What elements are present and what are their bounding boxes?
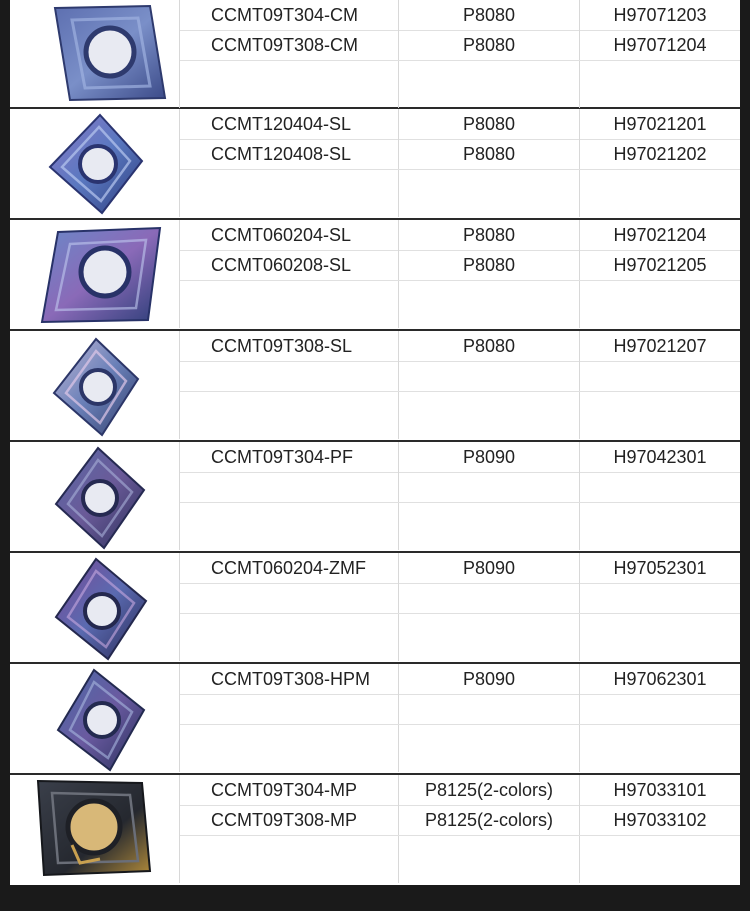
table-row: [180, 30, 740, 61]
product-group: [10, 331, 740, 442]
model-cell: [180, 694, 399, 724]
ccmt-insert-purple-icon: [10, 553, 180, 661]
model-cell: CCMT120408-SL: [180, 139, 399, 169]
code-cell: H97052301: [613, 558, 707, 578]
table-row: [180, 331, 740, 362]
ccmt-insert-silver-blue-icon: [10, 331, 180, 439]
table-row: [180, 170, 740, 217]
code-cell: H97021205: [613, 255, 707, 275]
ccmt-insert-purple-icon: [10, 664, 180, 772]
table-row: [180, 775, 740, 806]
product-group: [10, 0, 740, 109]
model-cell: [180, 583, 399, 613]
model-cell: [180, 361, 399, 391]
grade-cell: [399, 392, 580, 439]
code-cell: H97021204: [613, 225, 707, 245]
code-cell: H97033102: [613, 810, 707, 830]
model-cell: CCMT060208-SL: [180, 250, 399, 280]
ccmt-insert-purple-icon: [10, 442, 180, 550]
table-row: [180, 250, 740, 281]
product-image-cell: [10, 442, 180, 550]
grade-cell: P8080: [399, 30, 580, 60]
code-cell: H97033101: [613, 780, 707, 800]
model-cell: CCMT120404-SL: [180, 109, 399, 139]
grade-cell: [399, 361, 580, 391]
grade-cell: P8090: [399, 664, 580, 694]
model-cell: CCMT09T308-MP: [180, 805, 399, 835]
product-group: [10, 220, 740, 331]
grade-cell: [399, 583, 580, 613]
code-cell: [580, 281, 740, 328]
model-cell: [180, 725, 399, 772]
table-row: [180, 836, 740, 883]
product-group: [10, 109, 740, 220]
code-cell: [580, 503, 740, 550]
table-row: [180, 583, 740, 614]
code-cell: [580, 583, 740, 613]
table-row: [180, 664, 740, 695]
grade-cell: [399, 836, 580, 883]
model-cell: CCMT09T304-CM: [180, 0, 399, 30]
bottom-dark-band: [0, 885, 750, 911]
product-table: [10, 0, 740, 885]
grade-cell: [399, 170, 580, 217]
table-row: [180, 553, 740, 584]
grade-cell: [399, 281, 580, 328]
table-row: [180, 472, 740, 503]
table-row: [180, 361, 740, 392]
table-row: [180, 281, 740, 328]
product-group: [10, 553, 740, 664]
table-row: [180, 392, 740, 439]
model-cell: [180, 614, 399, 661]
code-cell: [580, 614, 740, 661]
ccmt-insert-gold-dark-icon: [10, 775, 180, 883]
grade-cell: [399, 472, 580, 502]
product-image-cell: [10, 553, 180, 661]
model-cell: CCMT09T304-MP: [180, 775, 399, 805]
product-image-cell: [10, 109, 180, 217]
code-cell: H97021207: [613, 336, 707, 356]
code-cell: [580, 61, 740, 108]
model-cell: [180, 170, 399, 217]
model-cell: [180, 281, 399, 328]
code-cell: H97042301: [613, 447, 707, 467]
grade-cell: [399, 503, 580, 550]
table-row: [180, 61, 740, 108]
code-cell: [580, 170, 740, 217]
grade-cell: P8090: [399, 442, 580, 472]
code-cell: [580, 361, 740, 391]
model-cell: CCMT09T304-PF: [180, 442, 399, 472]
grade-cell: P8080: [399, 139, 580, 169]
grade-cell: P8080: [399, 331, 580, 361]
grade-cell: [399, 61, 580, 108]
model-cell: CCMT09T308-CM: [180, 30, 399, 60]
product-image-cell: [10, 664, 180, 772]
model-cell: [180, 472, 399, 502]
grade-cell: P8080: [399, 0, 580, 30]
product-group: [10, 442, 740, 553]
table-row: [180, 805, 740, 836]
table-row: [180, 109, 740, 140]
model-cell: [180, 503, 399, 550]
model-cell: [180, 61, 399, 108]
product-image-cell: [10, 0, 180, 108]
ccmt-insert-blue-icon: [10, 0, 180, 108]
product-group: [10, 775, 740, 885]
grade-cell: [399, 694, 580, 724]
model-cell: [180, 836, 399, 883]
code-cell: [580, 392, 740, 439]
product-image-cell: [10, 775, 180, 883]
ccmt-insert-blue-icon: [10, 109, 180, 217]
table-row: [180, 442, 740, 473]
model-cell: CCMT060204-ZMF: [180, 553, 399, 583]
grade-cell: P8080: [399, 109, 580, 139]
table-row: [180, 503, 740, 550]
model-cell: CCMT060204-SL: [180, 220, 399, 250]
model-cell: [180, 392, 399, 439]
code-cell: H97021201: [613, 114, 707, 134]
model-cell: CCMT09T308-SL: [180, 331, 399, 361]
grade-cell: P8080: [399, 250, 580, 280]
product-image-cell: [10, 331, 180, 439]
code-cell: H97071204: [613, 35, 707, 55]
code-cell: [580, 725, 740, 772]
code-cell: H97071203: [613, 5, 707, 25]
grade-cell: [399, 725, 580, 772]
code-cell: [580, 694, 740, 724]
product-group: [10, 664, 740, 775]
grade-cell: P8080: [399, 220, 580, 250]
grade-cell: P8090: [399, 553, 580, 583]
grade-cell: [399, 614, 580, 661]
code-cell: H97062301: [613, 669, 707, 689]
code-cell: H97021202: [613, 144, 707, 164]
code-cell: [580, 472, 740, 502]
table-row: [180, 694, 740, 725]
code-cell: [580, 836, 740, 883]
grade-cell: P8125(2-colors): [399, 775, 580, 805]
table-row: [180, 725, 740, 772]
product-image-cell: [10, 220, 180, 328]
grade-cell: P8125(2-colors): [399, 805, 580, 835]
table-row: [180, 139, 740, 170]
ccmt-insert-blue-icon: [10, 220, 180, 328]
model-cell: CCMT09T308-HPM: [180, 664, 399, 694]
table-row: [180, 0, 740, 31]
table-row: [180, 220, 740, 251]
table-row: [180, 614, 740, 661]
